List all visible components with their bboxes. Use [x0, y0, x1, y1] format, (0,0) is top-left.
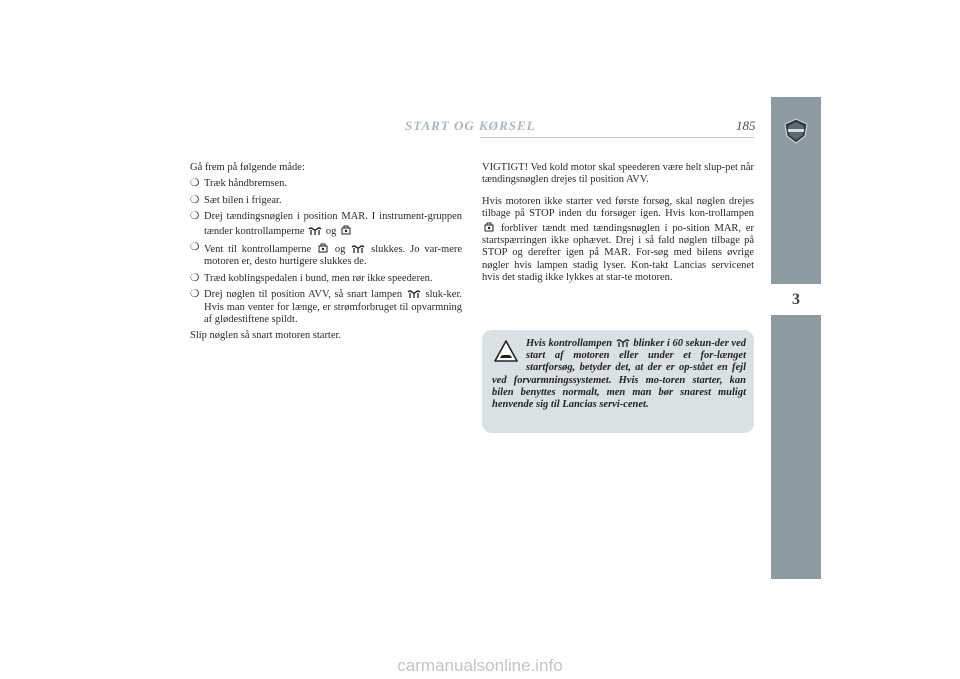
warning-text: Hvis kontrollampen blinker i 60 sekun-der ved start af motoren eller under et for-længet startforsøg, betyder det, at der er op-stået en fejl ved forvarmningssystemet. Hvis mo-toren starter, kan bilen benyttes normalt, men man bør snarest muligt henvende sig til Lancias servi-cenet. [492, 338, 746, 411]
restart-paragraph: Hvis motoren ikke starter ved første forsøg, skal nøglen drejes tilbage på STOP inden du forsøger igen. Hvis kon-trollampen forbliver tændt med tændingsnøglen i po-sition MAR, er startspærringen ikke ophævet. Drej i så fald nøglen tilbage på STOP og derefter igen på MAR. For-søg med bilens øvrige nøgler hvis lampen stadig lyser. Kon-takt Lancias servicenet hvis det stadig ikke lykkes at star-te motoren. [482, 195, 755, 284]
chapter-number[interactable]: 3 [792, 291, 800, 308]
glow-plug-icon [308, 227, 322, 236]
list-item: ❍ Sæt bilen i frigear. [190, 194, 282, 206]
procedure-list [190, 178, 462, 326]
important-paragraph: VIGTIGT! Ved kold motor skal speederen være helt slup-pet når tændingsnøglen drejes til position AVV. [482, 162, 754, 186]
bullet-icon: ❍ [190, 272, 200, 284]
bullet-icon: ❍ [190, 178, 200, 190]
glow-plug-icon [407, 290, 421, 299]
glow-plug-icon [351, 245, 365, 254]
intro-text: Gå frem på følgende måde: [190, 162, 305, 173]
list-item: ❍ Træd koblingspedalen i bund, men rør ikke speederen. [190, 272, 433, 284]
bullet-icon: ❍ [190, 211, 200, 223]
immobilizer-icon [340, 224, 352, 236]
chapter-tab-bottom [771, 315, 821, 579]
glow-plug-icon [616, 339, 630, 348]
list-item: ❍ Vent til kontrollamperne og slukkes. Jo var-mere motoren er, desto hurtigere slukkes de. [190, 242, 463, 268]
immobilizer-icon [317, 242, 329, 254]
list-item: ❍ Drej tændingsnøglen i position MAR. I instrument-gruppen tænder kontrollamperne og [190, 211, 462, 237]
outro-text: Slip nøglen så snart motoren starter. [190, 330, 342, 342]
bullet-icon: ❍ [190, 289, 200, 301]
header-title: START OG KØRSEL [405, 118, 536, 133]
lancia-badge-icon [783, 118, 809, 144]
header-rule [480, 137, 754, 138]
page-number: 185 [736, 118, 756, 133]
warning-triangle-icon [494, 340, 518, 362]
bullet-icon: ❍ [190, 194, 200, 206]
watermark-text: carmanualsonline.info [397, 656, 563, 675]
bullet-icon: ❍ [190, 242, 200, 254]
left-column [190, 162, 462, 347]
list-item: ❍ Træk håndbremsen. [190, 178, 288, 190]
list-item: ❍ Drej nøglen til position AVV, så snart lampen sluk-ker. Hvis man venter for længe, er strømforbruget til opvarmning af glødestiftene spildt. [190, 289, 462, 326]
immobilizer-icon [483, 221, 495, 233]
right-column [482, 162, 754, 294]
